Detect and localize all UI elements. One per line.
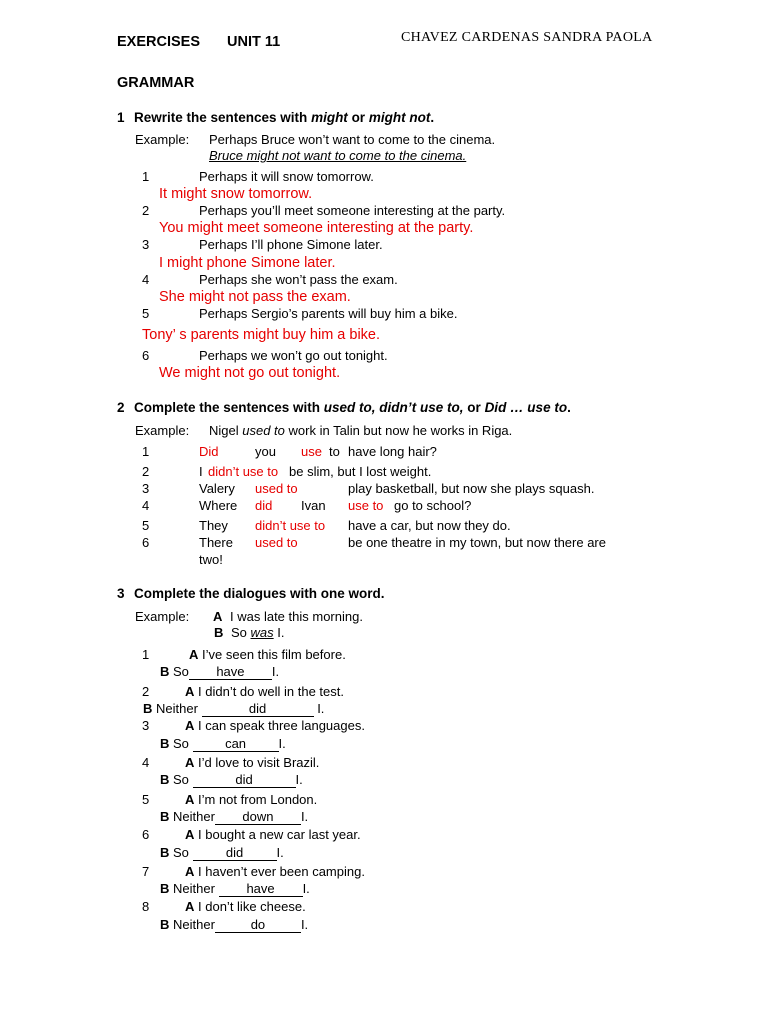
item-prompt: Perhaps Sergio’s parents will buy him a bike. <box>199 306 458 321</box>
item-number: 7 <box>142 864 150 879</box>
item-answer: It might snow tomorrow. <box>159 186 313 202</box>
dialogue-line-a: A I haven’t ever been camping. <box>185 864 365 879</box>
sentence-text: Where <box>199 498 238 513</box>
dialogue-line-b: B So did I. <box>160 772 303 787</box>
dialogue-line-b: B Neither down I. <box>160 809 309 824</box>
sentence-text: you <box>255 444 276 459</box>
answer-blank: do <box>215 918 301 933</box>
example-label: Example: <box>135 609 190 624</box>
item-number: 2 <box>142 464 150 479</box>
example-label: Example: <box>135 132 190 147</box>
answer-word: didn’t use to <box>255 518 326 533</box>
sentence-text: have long hair? <box>348 444 437 459</box>
item-answer: She might not pass the exam. <box>159 289 351 305</box>
sentence-text: two! <box>199 552 223 567</box>
example-label: Example: <box>135 423 190 438</box>
dialogue-line-b: B So did I. <box>160 845 284 860</box>
item-number: 4 <box>142 755 150 770</box>
item-number: 1 <box>142 647 150 662</box>
example-sentence: Perhaps Bruce won’t want to come to the cinema. <box>209 132 496 147</box>
answer-blank: down <box>215 810 301 825</box>
answer-blank: did <box>193 846 277 861</box>
answer-word: used to <box>255 535 298 550</box>
answer-word: used to <box>255 481 298 496</box>
exercises-heading: EXERCISES <box>117 34 200 50</box>
item-number: 3 <box>142 237 150 252</box>
answer-word: use to <box>348 498 384 513</box>
answer-blank: can <box>193 737 279 752</box>
speaker-b-label: B <box>214 625 224 640</box>
sentence-text: be slim, but I lost weight. <box>289 464 432 479</box>
dialogue-line-a: A I bought a new car last year. <box>185 827 361 842</box>
item-number: 5 <box>142 306 150 321</box>
item-number: 8 <box>142 899 150 914</box>
item-prompt: Perhaps she won’t pass the exam. <box>199 272 398 287</box>
dialogue-line-b: B Neither have I. <box>160 881 310 896</box>
answer-blank: have <box>219 882 303 897</box>
item-answer: We might not go out tonight. <box>159 365 341 381</box>
item-number: 6 <box>142 535 150 550</box>
dialogue-line-a: A I’ve seen this film before. <box>189 647 346 662</box>
item-answer: You might meet someone interesting at the party. <box>159 220 474 236</box>
sentence-text: have a car, but now they do. <box>348 518 511 533</box>
sentence-text: be one theatre in my town, but now there are <box>348 535 606 550</box>
item-number: 1 <box>142 444 150 459</box>
answer-blank: have <box>189 665 272 680</box>
answer-word: didn’t use to <box>208 464 279 479</box>
answer-word: use <box>301 444 322 459</box>
sentence-text: play basketball, but now she plays squash. <box>348 481 595 496</box>
item-prompt: Perhaps you’ll meet someone interesting at the party. <box>199 203 506 218</box>
dialogue-line-a: A I don’t like cheese. <box>185 899 306 914</box>
exercise-3-number: 3 <box>117 586 125 601</box>
example-answer: Bruce might not want to come to the cinema. <box>209 148 467 163</box>
item-number: 3 <box>142 718 150 733</box>
item-number: 6 <box>142 827 150 842</box>
item-number: 6 <box>142 348 150 363</box>
sentence-text: They <box>199 518 228 533</box>
answer-blank: did <box>193 773 296 788</box>
unit-heading: UNIT 11 <box>227 34 281 50</box>
exercise-3-title: Complete the dialogues with one word. <box>134 586 385 601</box>
example-sentence: Nigel used to work in Talin but now he works in Riga. <box>209 423 513 438</box>
dialogue-line-a: A I can speak three languages. <box>185 718 365 733</box>
item-number: 4 <box>142 272 150 287</box>
sentence-text: I <box>199 464 203 479</box>
dialogue-line-b: B So can I. <box>160 736 286 751</box>
dialogue-line-b: B Neither do I. <box>160 917 309 932</box>
exercise-2-title: Complete the sentences with used to, didn’t use to, or Did … use to. <box>134 400 571 415</box>
answer-blank: did <box>202 702 314 717</box>
sentence-text: Valery <box>199 481 235 496</box>
item-number: 5 <box>142 518 150 533</box>
sentence-text: Ivan <box>301 498 326 513</box>
item-number: 4 <box>142 498 150 513</box>
dialogue-line-b: B So have I. <box>160 664 280 679</box>
sentence-text: to <box>329 444 340 459</box>
exercise-2-number: 2 <box>117 400 125 415</box>
item-number: 2 <box>142 203 150 218</box>
dialogue-line-a: A I’m not from London. <box>185 792 318 807</box>
exercise-1-number: 1 <box>117 110 125 125</box>
example-line-a: I was late this morning. <box>230 609 363 624</box>
item-answer: I might phone Simone later. <box>159 255 336 271</box>
item-number: 1 <box>142 169 150 184</box>
item-prompt: Perhaps I’ll phone Simone later. <box>199 237 383 252</box>
answer-word: Did <box>199 444 219 459</box>
dialogue-line-b: B Neither did I. <box>143 701 325 716</box>
student-name: CHAVEZ CARDENAS SANDRA PAOLA <box>401 30 653 45</box>
speaker-a-label: A <box>213 609 223 624</box>
item-prompt: Perhaps it will snow tomorrow. <box>199 169 374 184</box>
item-number: 3 <box>142 481 150 496</box>
sentence-text: go to school? <box>394 498 472 513</box>
example-line-b: So was I. <box>231 625 285 640</box>
item-number: 2 <box>142 684 150 699</box>
item-number: 5 <box>142 792 150 807</box>
exercise-1-title: Rewrite the sentences with might or might not. <box>134 110 435 125</box>
answer-word: did <box>255 498 273 513</box>
item-prompt: Perhaps we won’t go out tonight. <box>199 348 388 363</box>
sentence-text: There <box>199 535 233 550</box>
dialogue-line-a: A I didn’t do well in the test. <box>185 684 344 699</box>
grammar-title: GRAMMAR <box>117 75 195 91</box>
dialogue-line-a: A I’d love to visit Brazil. <box>185 755 320 770</box>
item-answer: Tony’ s parents might buy him a bike. <box>142 327 381 343</box>
